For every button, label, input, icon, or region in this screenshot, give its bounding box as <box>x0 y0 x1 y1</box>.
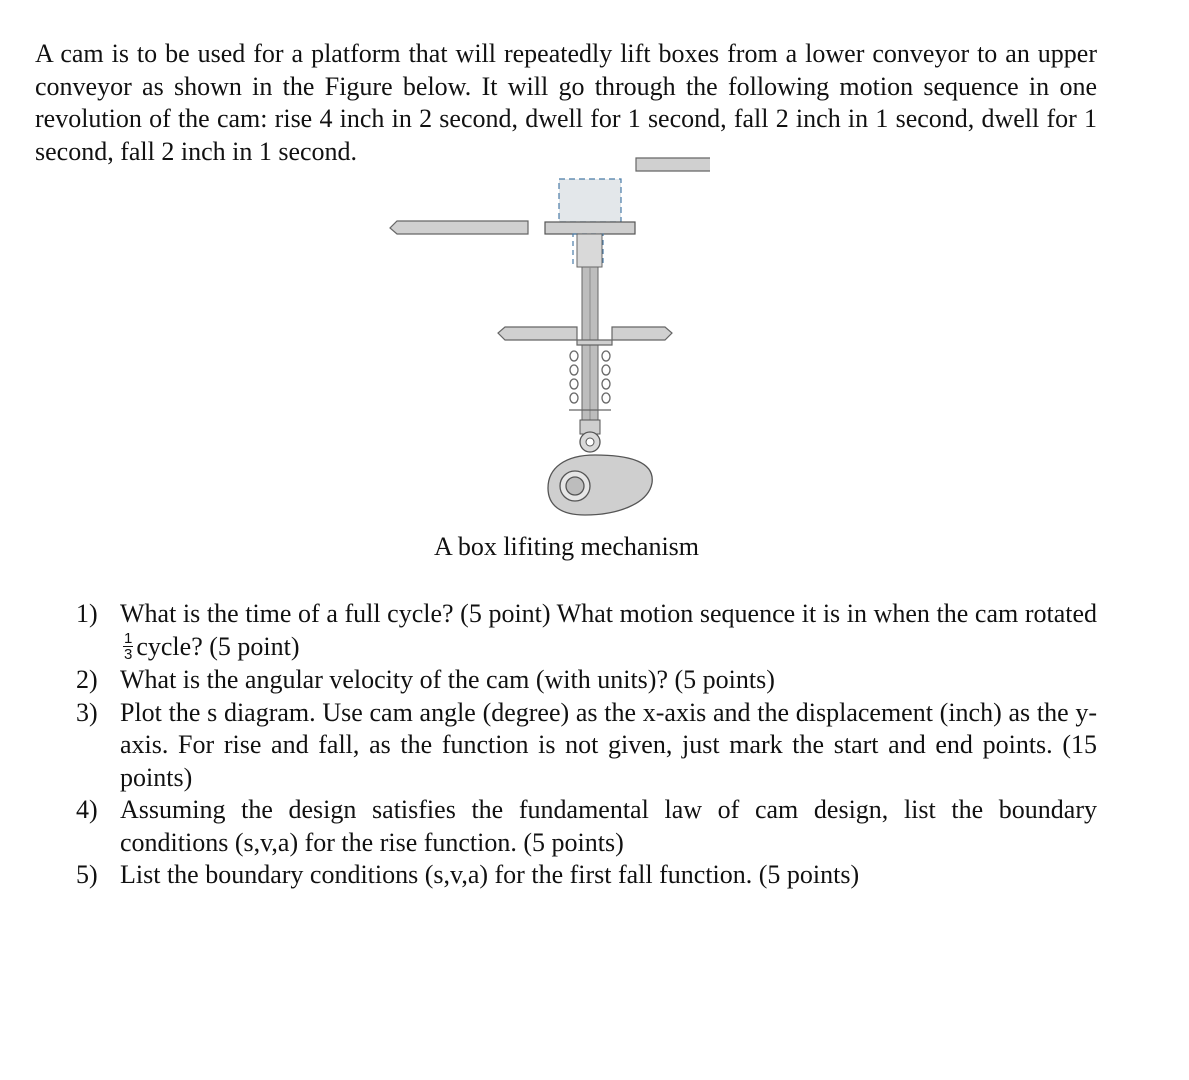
question-number: 1) <box>76 599 98 628</box>
fraction-denominator: 3 <box>124 646 133 664</box>
question-list <box>76 598 1097 892</box>
question-text: What is the angular velocity of the cam (with units)? (5 points) <box>120 665 775 695</box>
question-item <box>76 664 1097 697</box>
lower-conveyor <box>390 221 528 234</box>
problem-statement: A cam is to be used for a platform that will repeatedly lift boxes from a lower conveyor to an upper conveyor as shown in the Figure below. It will go through the following motion sequence in one revolution of the cam: rise 4 inch in 2 second, dwell for 1 second, fall 2 inch in 1 second, dwell for 1 second, fall 2 inch in 1 second. <box>35 39 1097 166</box>
question-number: 5) <box>76 860 98 890</box>
figure-caption-text: A box lifiting mechanism <box>433 532 700 561</box>
question-item <box>76 598 1097 664</box>
question-item <box>76 859 1097 892</box>
question-number: 3) <box>76 697 98 727</box>
follower-rod <box>577 234 602 267</box>
mechanism-figure <box>380 150 710 525</box>
question-item <box>76 794 1097 859</box>
fraction-numerator: 1 <box>124 630 133 648</box>
question-item <box>76 697 1097 795</box>
question-text: Assuming the design satisfies the fundamental law of cam design, list the boundary conditions (s,v,a) for the rise function. (5 points) <box>120 795 1097 857</box>
question-number: 2) <box>76 665 98 695</box>
figure-caption <box>0 532 1189 562</box>
question-text-continued: cycle? (5 point) <box>136 631 300 661</box>
question-text: List the boundary conditions (s,v,a) for the first fall function. (5 points) <box>120 860 860 890</box>
question-number: 4) <box>76 795 98 825</box>
upper-conveyor <box>636 158 710 171</box>
question-text: Plot the s diagram. Use cam angle (degree) as the x-axis and the displacement (inch) as the y-axis. For rise and fall, as the function is not given, just mark the start and end points. (15 points) <box>120 697 1097 792</box>
fraction <box>123 631 133 662</box>
box-upper-position <box>559 179 621 222</box>
question-text: What is the time of a full cycle? (5 point) What motion sequence it is in when the cam rotated <box>120 599 1097 628</box>
lift-platform <box>545 222 635 234</box>
